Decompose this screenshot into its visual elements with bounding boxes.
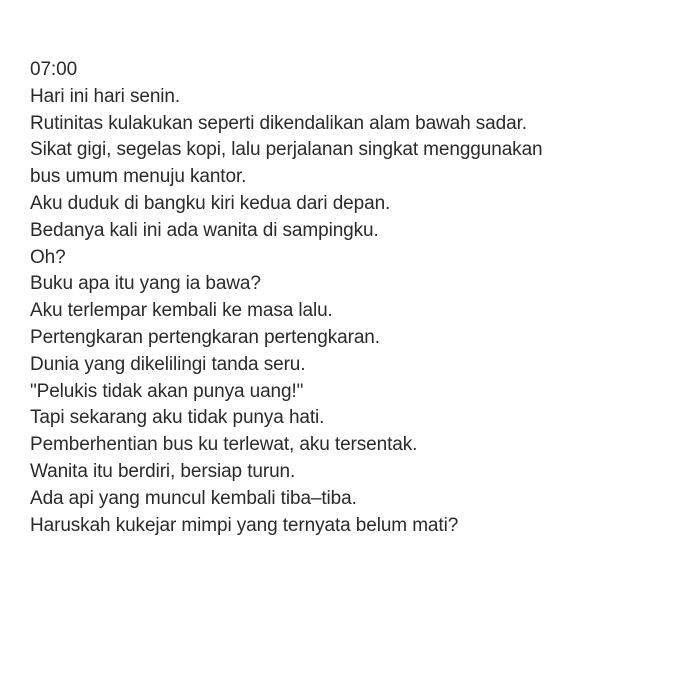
poem-line: Sikat gigi, segelas kopi, lalu perjalanan singkat menggunakan (30, 139, 543, 161)
poem-line: Hari ini hari senin. (30, 85, 181, 107)
poem-text (30, 57, 670, 539)
poem-line: Aku duduk di bangku kiri kedua dari depan. (30, 192, 391, 214)
poem-line: Ada api yang muncul kembali tiba–tiba. (30, 487, 357, 509)
poem-line: Rutinitas kulakukan seperti dikendalikan alam bawah sadar. (30, 112, 527, 134)
poem-line: Tapi sekarang aku tidak punya hati. (30, 407, 325, 429)
poem-line: Oh? (30, 246, 66, 268)
poem-line: bus umum menuju kantor. (30, 166, 247, 188)
poem-line: Bedanya kali ini ada wanita di sampingku. (30, 219, 379, 241)
poem-line: Dunia yang dikelilingi tanda seru. (30, 353, 306, 375)
poem-line: Buku apa itu yang ia bawa? (30, 273, 261, 295)
poem-line: Haruskah kukejar mimpi yang ternyata belum mati? (30, 514, 459, 536)
poem-line: Aku terlempar kembali ke masa lalu. (30, 300, 333, 322)
poem-line-quote: "Pelukis tidak akan punya uang!" (30, 380, 304, 402)
poem-line-time: 07:00 (30, 59, 78, 80)
poem-line: Wanita itu berdiri, bersiap turun. (30, 460, 296, 482)
poem-line: Pemberhentian bus ku terlewat, aku tersentak. (30, 434, 418, 456)
poem-line: Pertengkaran pertengkaran pertengkaran. (30, 326, 380, 348)
